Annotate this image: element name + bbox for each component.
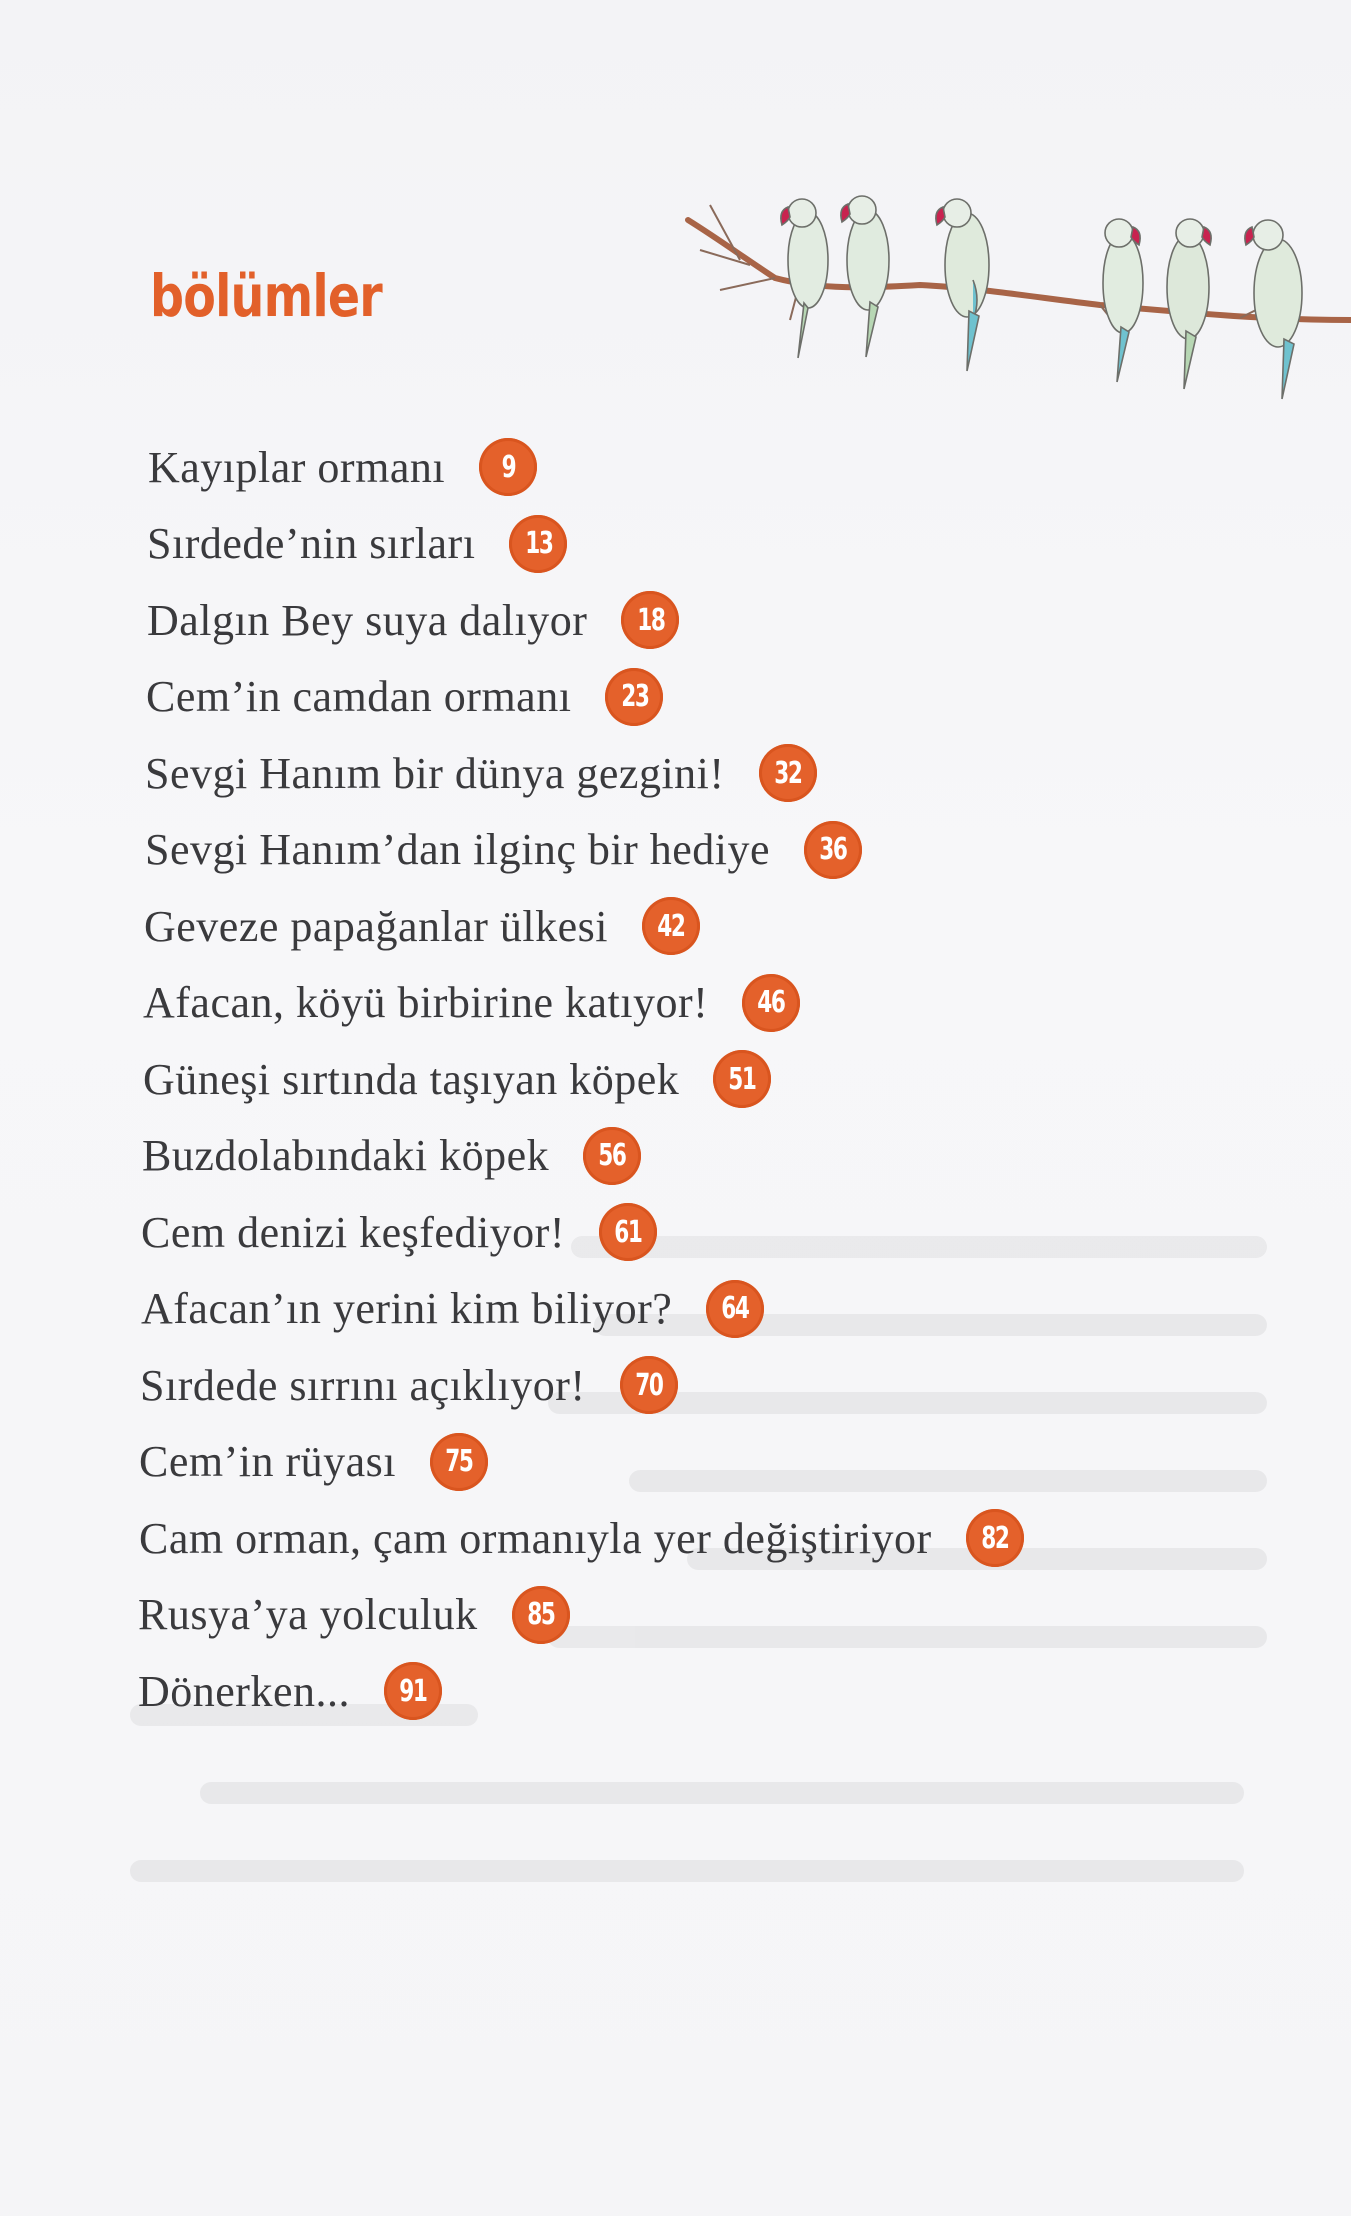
page-number-badge (479, 438, 537, 496)
toc-entry-title: Güneşi sırtında taşıyan köpek (143, 1054, 680, 1104)
toc-entry-title: Rusya’ya yolculuk (138, 1590, 478, 1639)
page-number-badge (599, 1203, 657, 1261)
page-number: 23 (620, 679, 649, 714)
toc-entry[interactable] (139, 1430, 488, 1494)
page-number: 85 (527, 1597, 555, 1632)
page-number-badge (384, 1662, 442, 1720)
page-number-badge (713, 1050, 771, 1108)
page-number-badge (620, 1356, 678, 1414)
page-number-badge (966, 1509, 1024, 1567)
page-number-badge (621, 591, 679, 649)
page-number: 64 (721, 1291, 749, 1326)
toc-entry-title: Cam orman, çam ormanıyla yer değiştiriyor (139, 1513, 932, 1563)
page-number-badge (430, 1433, 488, 1491)
page-number: 32 (773, 755, 802, 791)
toc-entry-title: Sırdede’nin sırları (147, 519, 476, 568)
toc-entry[interactable] (138, 1659, 442, 1723)
page-number-badge (642, 897, 700, 955)
page-number: 36 (819, 832, 847, 867)
page-number: 91 (399, 1673, 427, 1709)
page-number: 51 (728, 1061, 756, 1097)
toc-entry-title: Sırdede sırrını açıklıyor! (140, 1360, 586, 1410)
toc-entry-title: Cem’in rüyası (139, 1437, 397, 1486)
toc-entry-title: Dalgın Bey suya dalıyor (147, 595, 588, 645)
toc-entry[interactable] (139, 1506, 1024, 1570)
page-number: 9 (501, 449, 515, 485)
toc-entry-title: Sevgi Hanım’dan ilginç bir hediye (145, 825, 771, 874)
toc-entry[interactable] (140, 1353, 678, 1417)
toc-entry[interactable] (147, 588, 679, 652)
page-number: 70 (634, 1367, 663, 1403)
toc-entry[interactable] (147, 512, 567, 576)
toc-entry[interactable] (143, 971, 800, 1035)
page-number-badge (706, 1280, 764, 1338)
toc-entry-title: Cem denizi keşfediyor! (141, 1207, 565, 1257)
toc-entry-title: Afacan’ın yerini kim biliyor? (141, 1284, 673, 1333)
page-number-badge (759, 744, 817, 802)
toc-entry[interactable] (145, 818, 862, 882)
toc-entry-title: Cem’in camdan ormanı (146, 672, 572, 721)
toc-entry[interactable] (143, 1047, 771, 1111)
page-number: 75 (445, 1444, 473, 1479)
toc-entry[interactable] (138, 1583, 570, 1647)
toc-entry-title: Kayıplar ormanı (148, 442, 446, 492)
page-number: 82 (981, 1520, 1009, 1556)
toc-entry[interactable] (142, 1124, 641, 1188)
page-number-badge (804, 821, 862, 879)
page-number-badge (583, 1127, 641, 1185)
toc-entry[interactable] (141, 1200, 657, 1264)
page-title: bölümler (150, 262, 382, 330)
page-number: 56 (598, 1138, 626, 1173)
toc-entry-title: Afacan, köyü birbirine katıyor! (143, 978, 709, 1027)
page-number-badge (742, 974, 800, 1032)
toc-entry-title: Geveze papağanlar ülkesi (144, 901, 608, 951)
toc-entry-title: Sevgi Hanım bir dünya gezgini! (145, 748, 725, 798)
page-number: 13 (524, 526, 553, 561)
toc-entry-title: Dönerken... (138, 1666, 350, 1716)
toc-entry-title: Buzdolabındaki köpek (142, 1131, 550, 1180)
page-number-badge (512, 1586, 570, 1644)
toc-entry[interactable] (145, 741, 817, 805)
page-number: 42 (657, 908, 685, 944)
toc-entry[interactable] (146, 665, 663, 729)
page-number: 46 (757, 985, 785, 1020)
page-number: 61 (614, 1214, 642, 1250)
toc-entry[interactable] (148, 435, 537, 499)
page-number-badge (509, 515, 567, 573)
toc-entry[interactable] (141, 1277, 764, 1341)
page-number-badge (605, 668, 663, 726)
page-number: 18 (636, 602, 665, 638)
toc-entry[interactable] (144, 894, 700, 958)
